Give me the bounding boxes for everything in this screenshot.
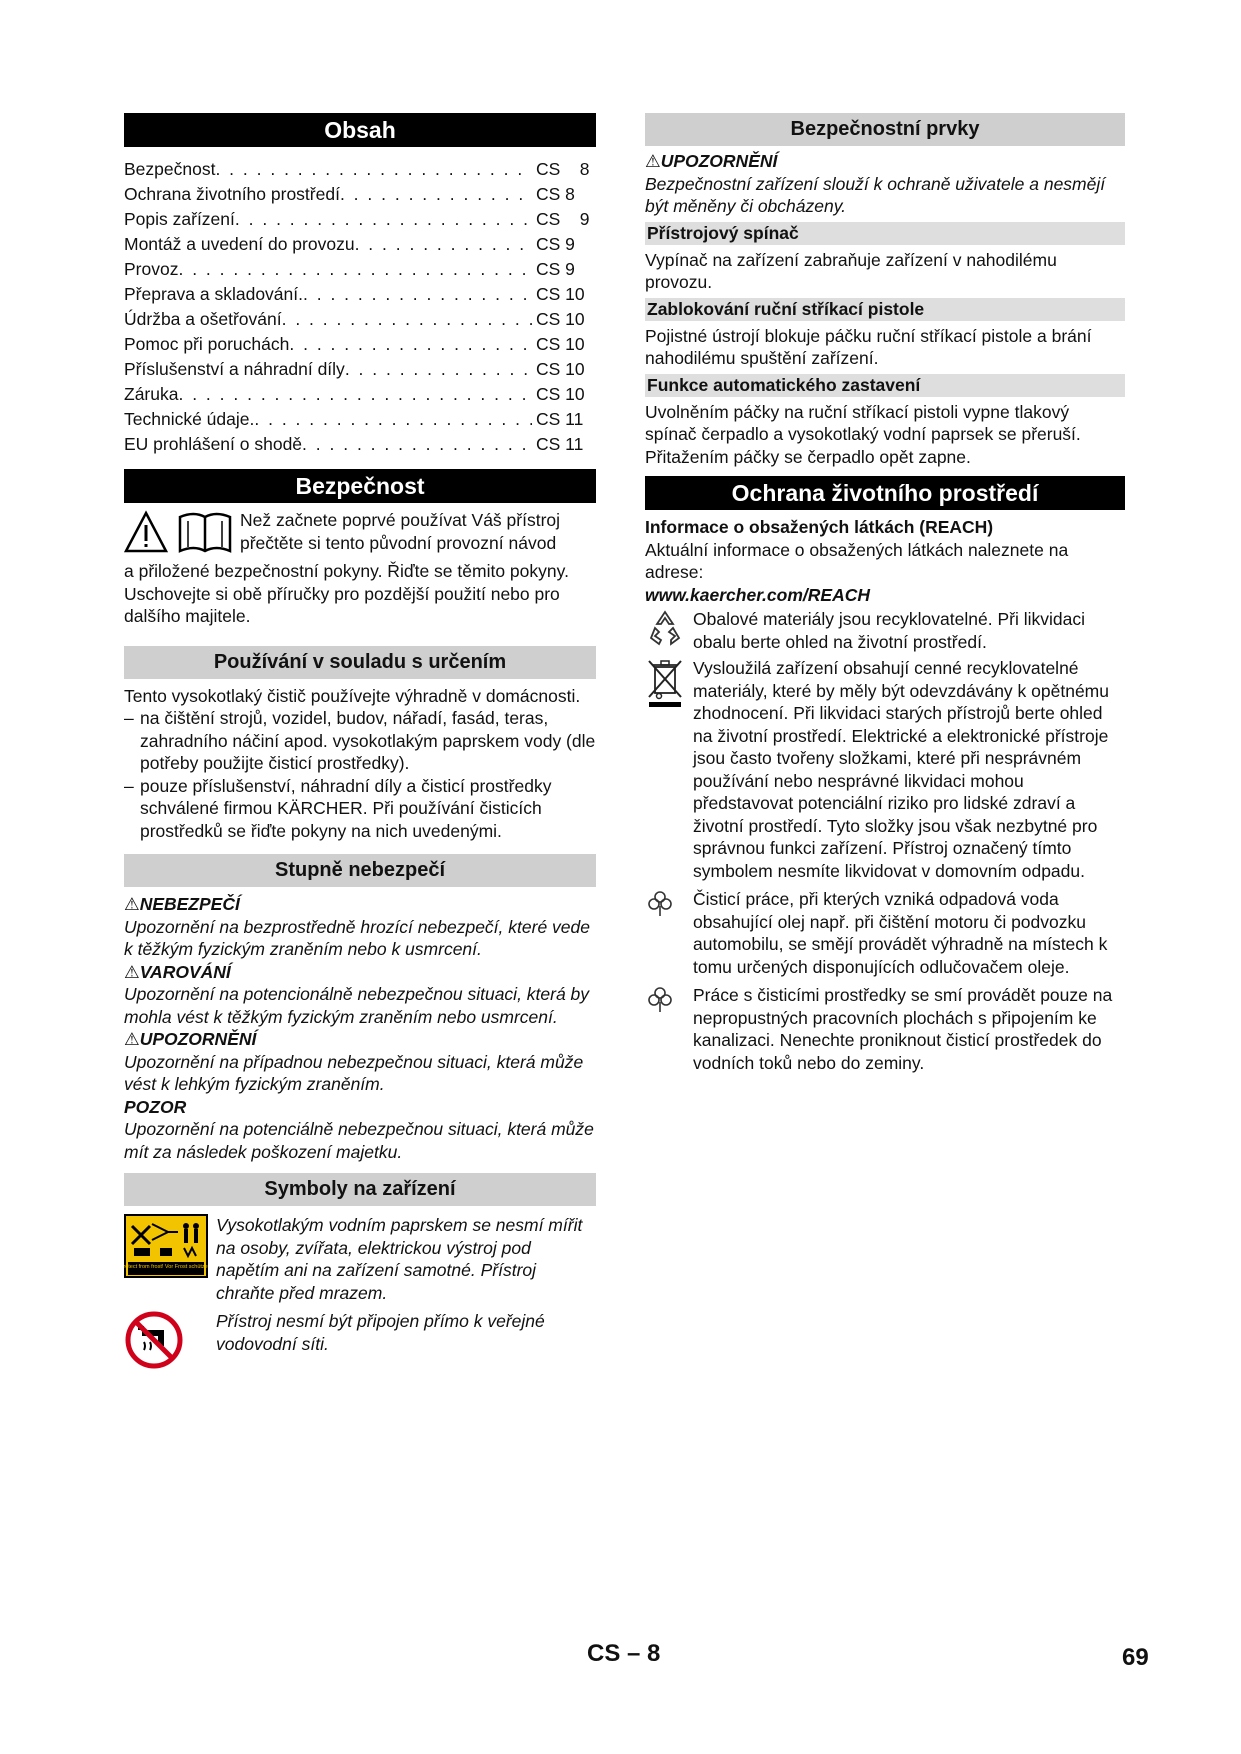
toc-label: Popis zařízení	[124, 209, 235, 229]
reach-heading: Informace o obsažených látkách (REACH)	[645, 517, 994, 537]
crossed-bin-icon	[645, 657, 685, 882]
warning-text: Upozornění na potencionálně nebezpečnou situaci, která by mohla vést k těžkým fyzickým zraněním nebo usmrcení.	[124, 984, 590, 1027]
contents-heading: Obsah	[124, 113, 596, 147]
toc-label: Příslušenství a náhradní díly	[124, 359, 345, 379]
toc-page: CS 11	[536, 409, 584, 429]
detergent-row	[645, 984, 1125, 1074]
device-symbols-heading: Symboly na zařízení	[124, 1173, 596, 1206]
toc-label: Provoz	[124, 259, 179, 279]
reach-url[interactable]: www.kaercher.com/REACH	[645, 584, 870, 605]
hazard-levels-heading: Stupně nebezpečí	[124, 854, 596, 887]
autostop-heading: Funkce automatického zastavení	[645, 374, 1125, 397]
safety-devices-heading: Bezpečnostní prvky	[645, 113, 1125, 146]
toc-page: CS 10	[536, 309, 585, 329]
toc-page: CS 9	[536, 209, 590, 229]
symbol-row	[124, 1310, 596, 1375]
toc-row[interactable]	[124, 257, 596, 282]
toc-label: Technické údaje.	[124, 409, 255, 429]
toc-row[interactable]	[124, 282, 596, 307]
weee-row	[645, 657, 1125, 882]
toc-label: Záruka	[124, 384, 179, 404]
toc-page: CS 9	[536, 259, 575, 279]
safety-intro-rest: a přiložené bezpečnostní pokyny. Řiďte se těmito pokyny. Uschovejte si obě příručky pro pozdější použití nebo pro dalšího majitele.	[124, 561, 569, 626]
safety-intro-first: Než začnete poprvé používat Váš přístroj přečtěte si tento původní provozní návod	[240, 510, 561, 553]
footer-page-number: 69	[1122, 1644, 1149, 1671]
no-direct-water-connection-icon	[124, 1310, 208, 1375]
toc-label: Přeprava a skladování.	[124, 284, 303, 304]
warning-manual-icon	[124, 509, 234, 560]
frost-sign-text: Protect from frost! Vor Frost schützen!	[124, 1264, 208, 1270]
packaging-text: Obalové materiály jsou recyklovatelné. Při likvidaci obalu berte ohled na životní prostředí.	[693, 609, 1085, 652]
packaging-row	[645, 608, 1125, 653]
toc-page: CS 9	[536, 234, 575, 254]
warning-label: ⚠VAROVÁNÍ	[124, 961, 231, 982]
toc-row[interactable]	[124, 207, 596, 232]
safety-devices-caution-text: Bezpečnostní zařízení slouží k ochraně uživatele a nesmějí být měněny či obcházeny.	[645, 173, 1106, 216]
oil-text: Čisticí práce, při kterých vzniká odpadová voda obsahující olej např. při čištění motoru či podvozku automobilu, se smějí provádět výhradně na místech k tomu určených disponujících odlučovačem oleje.	[693, 889, 1108, 977]
caution-label: ⚠UPOZORNĚNÍ	[124, 1029, 257, 1049]
safety-heading: Bezpečnost	[124, 469, 596, 503]
right-column	[645, 113, 1125, 1074]
toc-row[interactable]	[124, 382, 596, 407]
recycling-icon	[645, 608, 685, 653]
detergent-text: Práce s čisticími prostředky se smí provádět pouze na nepropustných pracovních plochách s připojením ke kanalizaci. Nenechte proniknout čisticí prostředek do vodních toků nebo do zeminy.	[693, 985, 1113, 1073]
left-column	[124, 113, 596, 1375]
reach-text: Aktuální informace o obsažených látkách naleznete na adrese:	[645, 539, 1069, 582]
autostop-text: Uvolněním páčky na ruční stříkací pistoli vypne tlakový spínač čerpadlo a vysokotlaký vodní paprsek se přeruší. Přitažením páčky se čerpadlo opět zapne.	[645, 401, 1081, 467]
danger-text: Upozornění na bezprostředně hrozící nebezpečí, které vede k těžkým fyzickým zraněním nebo k usmrcení.	[124, 916, 590, 959]
symbol2-text: Přístroj nesmí být připojen přímo k veřejné vodovodní síti.	[216, 1311, 545, 1354]
toc-row[interactable]	[124, 182, 596, 207]
toc-label: Ochrana životního prostředí	[124, 184, 340, 204]
toc-page: CS 10	[536, 334, 585, 354]
notice-label: POZOR	[124, 1096, 187, 1117]
symbol1-text: Vysokotlakým vodním paprskem se nesmí mířit na osoby, zvířata, elektrickou výstroj pod napětím ani na zařízení samotné. Přístroj chraňte před mrazem.	[216, 1215, 583, 1303]
safety-devices-caution-label: ⚠UPOZORNĚNÍ	[645, 151, 778, 171]
notice-text: Upozornění na potenciálně nebezpečnou situaci, která může mít za následek poškození majetku.	[124, 1119, 594, 1162]
environment-heading: Ochrana životního prostředí	[645, 476, 1125, 510]
switch-heading: Přístrojový spínač	[645, 222, 1125, 245]
safety-intro	[124, 509, 596, 560]
intended-use-heading: Používání v souladu s určením	[124, 646, 596, 679]
toc-page: CS 10	[536, 284, 585, 304]
footer-section-number: CS – 8	[587, 1640, 661, 1667]
caution-text: Upozornění na případnou nebezpečnou situaci, která může vést k lehkým fyzickým zraněním.	[124, 1051, 584, 1094]
intended-use-intro: Tento vysokotlaký čistič používejte výhradně v domácnosti.	[124, 685, 581, 706]
toc-label: Údržba a ošetřování	[124, 309, 282, 329]
toc-row[interactable]	[124, 407, 596, 432]
oil-row	[645, 888, 1125, 978]
toc-row[interactable]	[124, 157, 596, 182]
toc-label: EU prohlášení o shodě	[124, 434, 303, 454]
lock-text: Pojistné ústrojí blokuje páčku ruční stříkací pistole a brání nahodilému spuštění zařízení.	[645, 325, 1092, 368]
symbol-row	[124, 1214, 596, 1304]
oil-water-icon	[645, 888, 685, 978]
toc-page: CS 8	[536, 159, 590, 179]
list-item: – na čištění strojů, vozidel, budov, nářadí, fasád, teras, zahradního náčiní apod. vysokotlakým paprskem vody (dle potřeby použijte čisticí prostředky).	[124, 708, 596, 773]
toc-label: Montáž a uvedení do provozu	[124, 234, 355, 254]
danger-label: ⚠NEBEZPEČÍ	[124, 894, 240, 914]
toc-page: CS 10	[536, 384, 585, 404]
toc-row[interactable]	[124, 307, 596, 332]
switch-text: Vypínač na zařízení zabraňuje zařízení v nahodilému provozu.	[645, 249, 1057, 292]
list-item: – pouze příslušenství, náhradní díly a čisticí prostředky schválené firmou KÄRCHER. Při používání čisticích prostředků se řiďte pokyny na nich uvedenými.	[124, 775, 552, 841]
weee-text: Vysloužilá zařízení obsahují cenné recyklovatelné materiály, které by měly být odevzdávány k opětnému zhodnocení. Při likvidaci starých přístrojů berte ohled na životní prostředí. Elektrické a elektronické přístroje jsou často tvořeny složkami, které při nesprávném používání nebo nesprávné likvidaci mohou představovat potenciální riziko pro lidské zdraví a životní prostředí. Tyto složky jsou však nezbytné pro správnou funkci zařízení. Přístroj označený tímto symbolem nesmíte likvidovat v domovním odpadu.	[693, 658, 1109, 881]
toc-label: Pomoc při poruchách	[124, 334, 290, 354]
toc-row[interactable]	[124, 332, 596, 357]
lock-heading: Zablokování ruční stříkací pistole	[645, 298, 1125, 321]
toc-page: CS 8	[536, 184, 575, 204]
toc-row[interactable]	[124, 432, 596, 457]
no-spray-frost-icon	[124, 1214, 208, 1304]
toc-label: Bezpečnost	[124, 159, 216, 179]
detergent-icon	[645, 984, 685, 1074]
toc-row[interactable]	[124, 357, 596, 382]
toc-page: CS 11	[536, 434, 584, 454]
toc-page: CS 10	[536, 359, 585, 379]
toc-row[interactable]	[124, 232, 596, 257]
table-of-contents	[124, 157, 596, 457]
